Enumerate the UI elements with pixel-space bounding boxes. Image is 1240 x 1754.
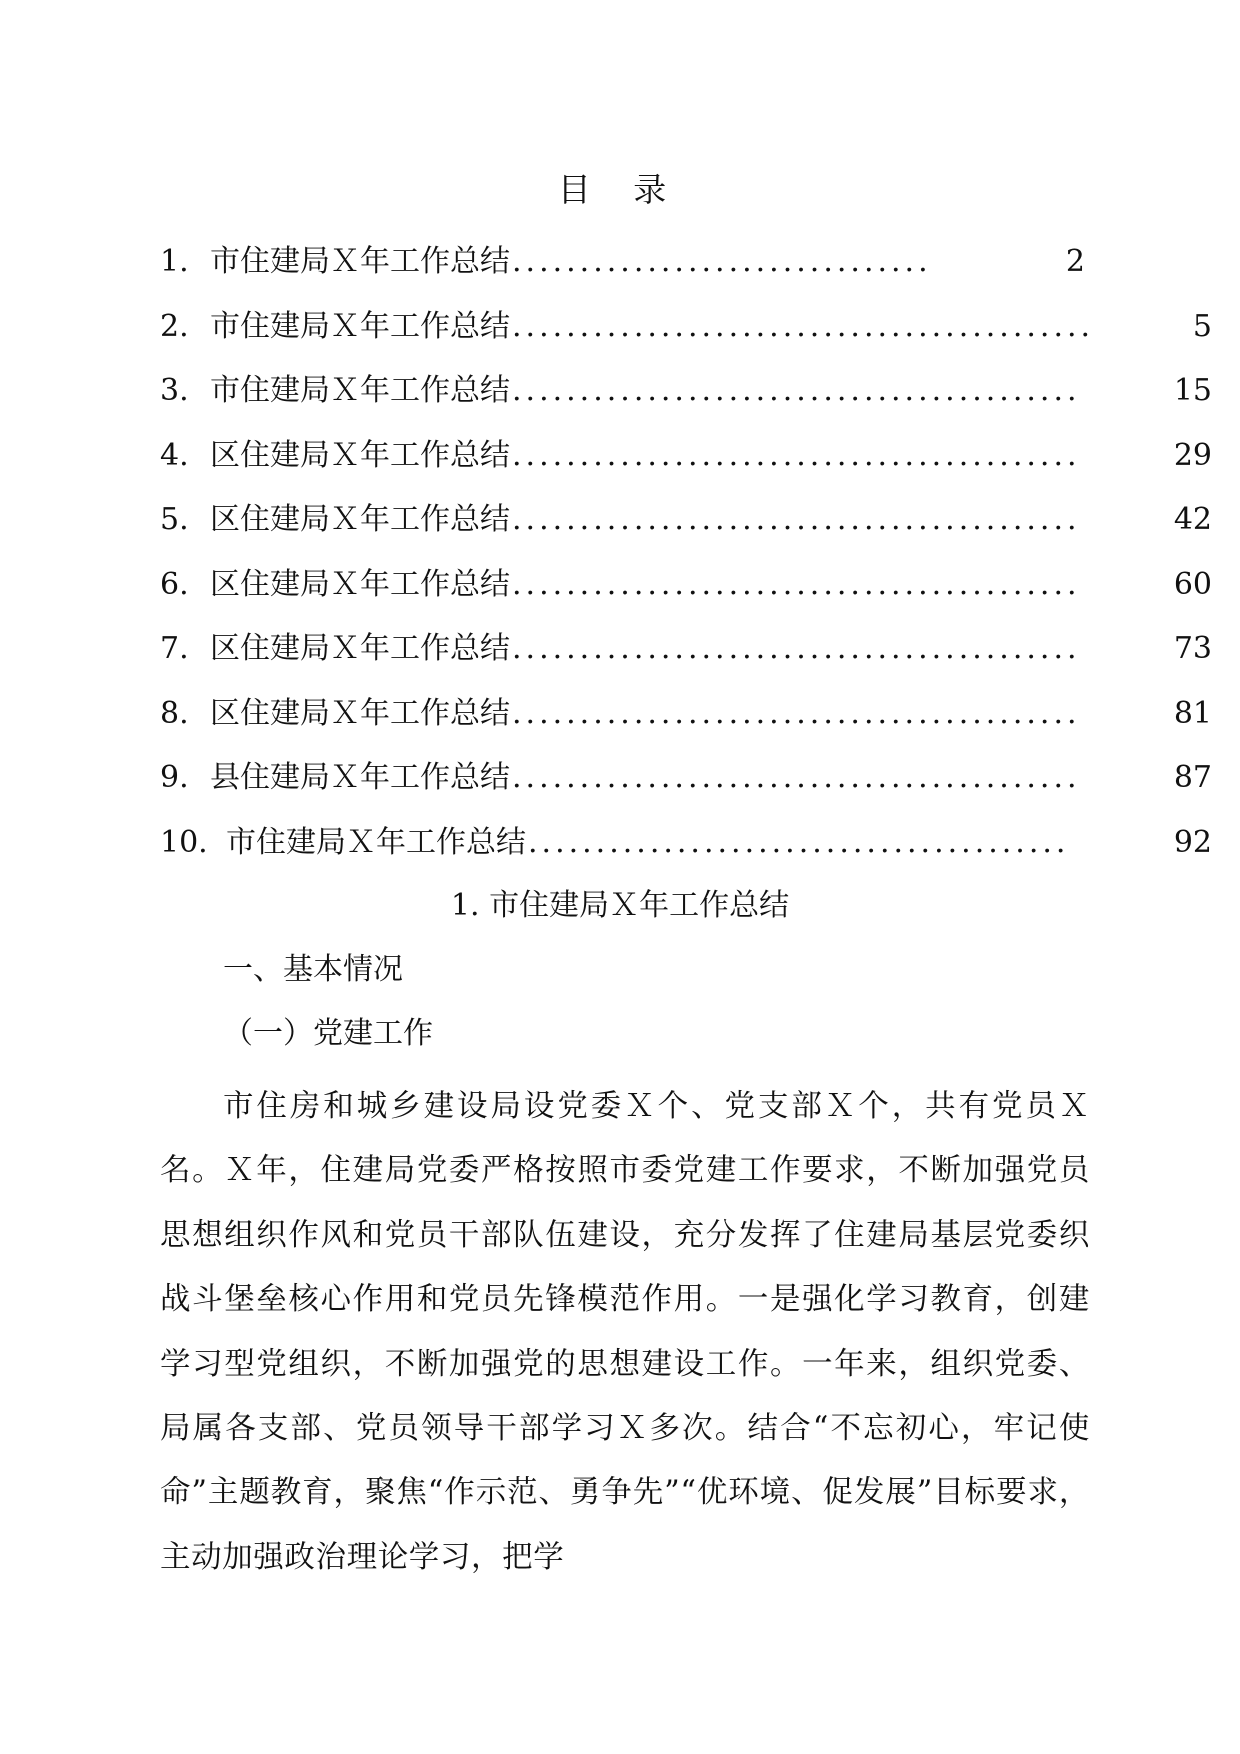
toc-entry-number: 4. — [160, 437, 189, 473]
subsection-heading: （一）党建工作 — [223, 1016, 433, 1051]
toc-entry-leader: .......................................... — [512, 566, 1081, 602]
toc-entry[interactable] — [160, 369, 1212, 434]
document-heading: 1. 市住建局Ｘ年工作总结 — [450, 888, 790, 923]
toc-entry-label: 市住建局Ｘ年工作总结 — [226, 824, 526, 860]
toc-entry-label: 区住建局Ｘ年工作总结 — [210, 502, 510, 537]
toc-entry-number: 9. — [160, 760, 189, 795]
toc-entry[interactable] — [160, 434, 1212, 499]
toc-entry-page: 5 — [1192, 308, 1212, 344]
toc-entry[interactable] — [160, 627, 1212, 692]
toc-entry-label: 区住建局Ｘ年工作总结 — [210, 437, 510, 473]
toc-entry-number: 8. — [160, 695, 189, 731]
toc-entry-label: 市住建局Ｘ年工作总结 — [210, 373, 510, 408]
toc-entry-number: 6. — [160, 566, 189, 602]
toc-entry[interactable] — [160, 498, 1212, 563]
toc-entry[interactable] — [160, 756, 1212, 821]
toc-entry-label: 市住建局Ｘ年工作总结 — [210, 308, 510, 344]
toc-entry[interactable] — [160, 563, 1212, 628]
toc-entry-leader: .......................................... — [512, 437, 1081, 473]
toc-entry-label: 市住建局Ｘ年工作总结 — [210, 244, 510, 279]
toc-entry-number: 2. — [160, 308, 189, 344]
toc-entry[interactable] — [160, 305, 1212, 370]
toc-entry-page: 81 — [1173, 695, 1212, 731]
toc-entry-leader: .......................................... — [512, 631, 1081, 666]
toc-entry-page: 2 — [1065, 244, 1085, 279]
section-heading: 一、基本情况 — [223, 952, 403, 987]
toc-entry-leader: ........................................ — [528, 824, 1070, 860]
toc-entry-number: 1. — [160, 244, 189, 279]
toc-entry-page: 87 — [1173, 760, 1212, 795]
toc-entry-number: 3. — [160, 373, 189, 408]
toc-entry[interactable] — [160, 692, 1212, 757]
toc-entry-leader: ............................... — [512, 244, 932, 279]
toc-entry[interactable] — [160, 240, 1085, 305]
body-paragraph: 市住房和城乡建设局设党委Ｘ个、党支部Ｘ个，共有党员Ｘ名。Ｘ年，住建局党委严格按照市委党建工作要求，不断加强党员思想组织作风和党员干部队伍建设，充分发挥了住建局基层党委织战斗堡垒核心作用和党员先锋模范作用。一是强化学习教育，创建学习型党组织，不断加强党的思想建设工作。一年来，组织党委、局属各支部、党员领导干部学习Ｘ多次。结合“不忘初心，牢记使命”主题教育，聚焦“作示范、勇争先”“优环境、促发展”目标要求，主动加强政治理论学习，把学 — [160, 1089, 1090, 1575]
toc-entry-leader: .......................................... — [512, 502, 1081, 537]
toc-entry-label: 区住建局Ｘ年工作总结 — [210, 566, 510, 602]
toc-entry-leader: ........................................... — [512, 308, 1095, 344]
toc-entry-page: 73 — [1173, 631, 1212, 666]
toc-title: 目 录 — [557, 170, 683, 209]
toc-entry-leader: .......................................... — [512, 760, 1081, 795]
toc-entry-page: 15 — [1173, 373, 1212, 408]
toc-entry-page: 60 — [1173, 566, 1212, 602]
toc-entry-label: 区住建局Ｘ年工作总结 — [210, 695, 510, 731]
toc-entry-label: 区住建局Ｘ年工作总结 — [210, 631, 510, 666]
toc-entry-page: 92 — [1173, 824, 1212, 860]
toc-entry[interactable] — [160, 821, 1212, 886]
toc-entry-leader: .......................................... — [512, 373, 1081, 408]
toc-entry-label: 县住建局Ｘ年工作总结 — [210, 760, 510, 795]
toc-entry-number: 5. — [160, 502, 189, 537]
table-of-contents — [160, 240, 1212, 885]
toc-entry-page: 29 — [1173, 437, 1212, 473]
toc-entry-leader: .......................................... — [512, 695, 1081, 731]
toc-entry-page: 42 — [1173, 502, 1212, 537]
toc-entry-number: 10. — [160, 824, 208, 860]
toc-entry-number: 7. — [160, 631, 189, 666]
